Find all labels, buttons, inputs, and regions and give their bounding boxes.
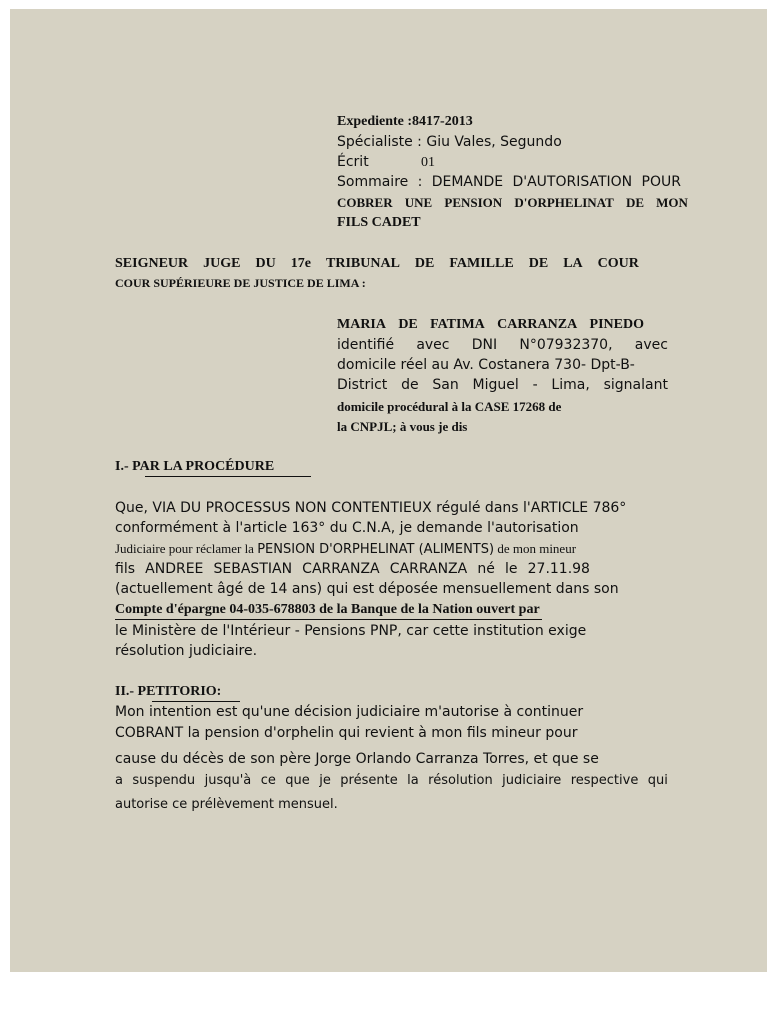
section-1-line-1: Que, VIA DU PROCESSUS NON CONTENTIEUX régulé dans l'ARTICLE 786° [115, 500, 627, 516]
section-1-line-5: (actuellement âgé de 14 ans) qui est déposée mensuellement dans son [115, 581, 619, 597]
party-procedural-domicile: domicile procédural à la CASE 17268 de [337, 399, 562, 414]
summary-line-2: COBRER UNE PENSION D'ORPHELINAT DE MON [337, 195, 688, 210]
section-1-account-line: Compte d'épargne 04-035-678803 de la Banque de la Nation ouvert par [115, 602, 540, 617]
party-id-line: identifié avec DNI N°07932370, avec [337, 337, 668, 353]
ecrit-label: Écrit [337, 154, 369, 170]
section-2-heading-underline [152, 701, 240, 702]
section-2-heading: II.- PETITORIO: [115, 684, 222, 699]
party-closing-line: la CNPJL; à vous je dis [337, 419, 468, 434]
section-2-line-3: cause du décès de son père Jorge Orlando Carranza Torres, et que se [115, 751, 599, 767]
section-2-line-5: autorise ce prélèvement mensuel. [115, 797, 338, 812]
section-2-line-1: Mon intention est qu'une décision judiciaire m'autorise à continuer [115, 704, 584, 720]
section-1-account-underline [115, 619, 542, 620]
case-number: Expediente :8417-2013 [337, 114, 473, 129]
section-1-line-8: résolution judiciaire. [115, 643, 258, 659]
document-page [10, 9, 767, 972]
section-2-line-2: COBRANT la pension d'orphelin qui revient à mon fils mineur pour [115, 725, 578, 741]
section-1-heading-underline [145, 476, 311, 477]
section-1-heading: I.- PAR LA PROCÉDURE [115, 459, 275, 474]
section-1-line-7: le Ministère de l'Intérieur - Pensions PNP, car cette institution exige [115, 623, 587, 639]
section-1-line-3: Judiciaire pour réclamer la PENSION D'ORPHELINAT (ALIMENTS) de mon mineur [115, 541, 577, 557]
specialist-line: Spécialiste : Giu Vales, Segundo [337, 134, 562, 150]
summary-line-3: FILS CADET [337, 215, 421, 230]
party-name: MARIA DE FATIMA CARRANZA PINEDO [337, 317, 644, 332]
party-address-line: domicile réel au Av. Costanera 730- Dpt-B- [337, 357, 635, 373]
judge-address-line-2: COUR SUPÉRIEURE DE JUSTICE DE LIMA : [115, 276, 366, 290]
summary-line-1: Sommaire : DEMANDE D'AUTORISATION POUR [337, 174, 681, 190]
section-1-line-2: conformément à l'article 163° du C.N.A, je demande l'autorisation [115, 520, 579, 536]
ecrit-value: 01 [421, 155, 435, 170]
section-2-line-4: a suspendu jusqu'à ce que je présente la résolution judiciaire respective qui [115, 773, 668, 788]
party-district-line: District de San Miguel - Lima, signalant [337, 377, 668, 393]
section-1-line-4: fils ANDREE SEBASTIAN CARRANZA CARRANZA né le 27.11.98 [115, 561, 590, 577]
judge-address-line-1: SEIGNEUR JUGE DU 17e TRIBUNAL DE FAMILLE DE LA COUR [115, 256, 639, 271]
